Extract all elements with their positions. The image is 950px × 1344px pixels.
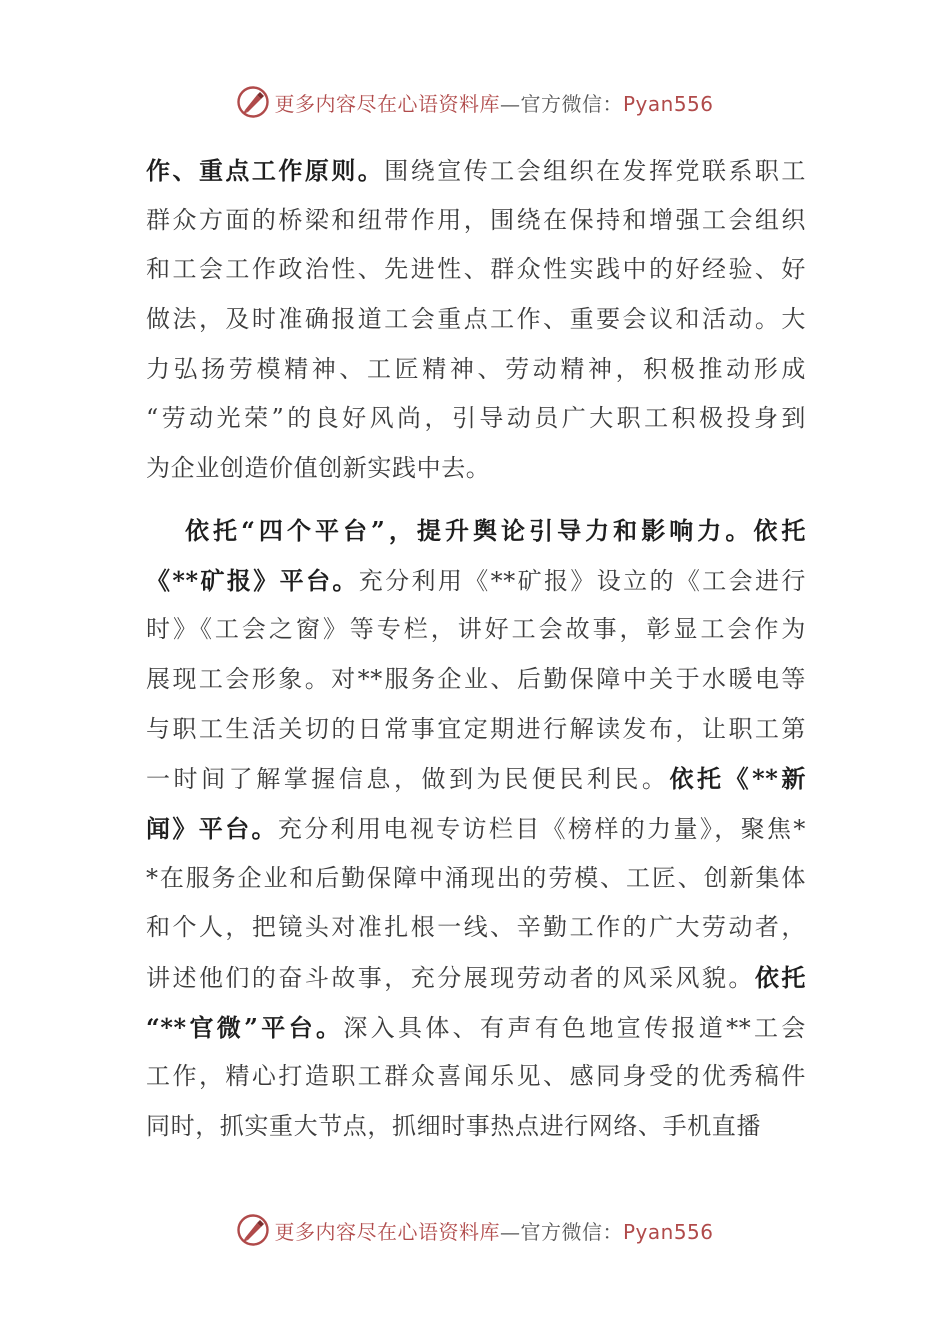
text-line xyxy=(146,444,806,494)
text-line xyxy=(146,804,806,854)
text-line xyxy=(146,605,806,655)
text-line xyxy=(146,345,806,395)
paragraph xyxy=(146,506,806,1152)
text-line xyxy=(146,245,806,295)
text-line xyxy=(146,754,806,804)
text-line xyxy=(146,953,806,1003)
text-run: 一时间了解掌握信息，做到为民便民利民。 xyxy=(146,765,670,794)
text-run: 同时，抓实重大节点，抓细时事热点进行网络、手机直播 xyxy=(146,1112,761,1141)
text-line xyxy=(146,196,806,246)
header-text xyxy=(274,88,713,117)
text-line xyxy=(146,655,806,705)
text-run: 做法，及时准确报道工会重点工作、重要会议和活动。大 xyxy=(146,305,806,334)
text-line xyxy=(146,854,806,904)
pen-nib-logo-icon xyxy=(236,85,270,119)
text-run: “劳动光荣”的良好风尚，引导动员广大职工积极投身到 xyxy=(146,404,806,433)
footer-account: Pyan556 xyxy=(622,1219,714,1244)
footer-account-prefix: 官方微信： xyxy=(520,1219,623,1244)
bold-text-run: 依托《**新 xyxy=(669,764,806,794)
text-run: 展现工会形象。对**服务企业、后勤保障中关于水暖电等 xyxy=(146,664,806,693)
footer-banner xyxy=(0,1210,950,1250)
bold-text-run: 作、重点工作原则。 xyxy=(146,156,385,185)
text-line xyxy=(146,295,806,345)
footer-separator: — xyxy=(499,1219,521,1244)
text-line xyxy=(146,1102,806,1152)
text-run: 讲述他们的奋斗故事，充分展现劳动者的风采风貌。 xyxy=(146,964,755,992)
text-run: 群众方面的桥梁和纽带作用，围绕在保持和增强工会组织 xyxy=(146,205,806,234)
bold-text-run: 依托 xyxy=(754,963,806,992)
header-separator: — xyxy=(499,91,521,116)
bold-text-run: 依托“四个平台”，提升舆论引导力和影响力。依托 xyxy=(185,515,806,545)
bold-text-run: 《**矿报》平台。 xyxy=(146,565,359,595)
paragraph-gap xyxy=(146,494,806,506)
text-line xyxy=(146,1003,806,1053)
text-run: 和工会工作政治性、先进性、群众性实践中的好经验、好 xyxy=(146,255,806,284)
text-line xyxy=(146,1052,806,1102)
text-run: 围绕宣传工会组织在发挥党联系职工 xyxy=(384,157,806,185)
bold-text-run: “**官微”平台。 xyxy=(146,1012,344,1042)
pen-nib-logo-icon xyxy=(236,1213,270,1247)
text-line xyxy=(146,394,806,444)
footer-text xyxy=(274,1216,713,1245)
text-run: 和个人，把镜头对准扎根一线、辛勤工作的广大劳动者， xyxy=(146,913,806,942)
text-run: 为企业创造价值创新实践中去。 xyxy=(146,454,491,483)
text-line xyxy=(146,146,806,196)
text-run: 充分利用电视专访栏目《榜样的力量》，聚焦* xyxy=(277,814,807,843)
paragraph xyxy=(146,146,806,494)
text-line xyxy=(146,903,806,953)
text-run: 时》《工会之窗》等专栏，讲好工会故事，彰显工会作为 xyxy=(146,615,806,644)
text-line xyxy=(146,556,806,606)
bold-text-run: 闻》平台。 xyxy=(146,813,278,843)
header-banner xyxy=(0,82,950,122)
text-run: 深入具体、有声有色地宣传报道**工会 xyxy=(343,1013,806,1042)
document-body xyxy=(146,146,806,1152)
header-account-prefix: 官方微信： xyxy=(520,91,623,116)
header-account: Pyan556 xyxy=(622,91,714,116)
text-run: 工作，精心打造职工群众喜闻乐见、感同身受的优秀稿件 xyxy=(146,1062,806,1091)
text-line xyxy=(146,705,806,755)
text-run: 与职工生活关切的日常事宜定期进行解读发布，让职工第 xyxy=(146,714,806,743)
text-run: *在服务企业和后勤保障中涌现出的劳模、工匠、创新集体 xyxy=(146,863,806,892)
footer-brand: 更多内容尽在心语资料库 xyxy=(274,1219,500,1244)
text-line xyxy=(146,506,806,556)
text-run: 力弘扬劳模精神、工匠精神、劳动精神，积极推动形成 xyxy=(146,354,806,383)
header-brand: 更多内容尽在心语资料库 xyxy=(274,91,500,116)
text-run: 充分利用《**矿报》设立的《工会进行 xyxy=(358,566,806,595)
